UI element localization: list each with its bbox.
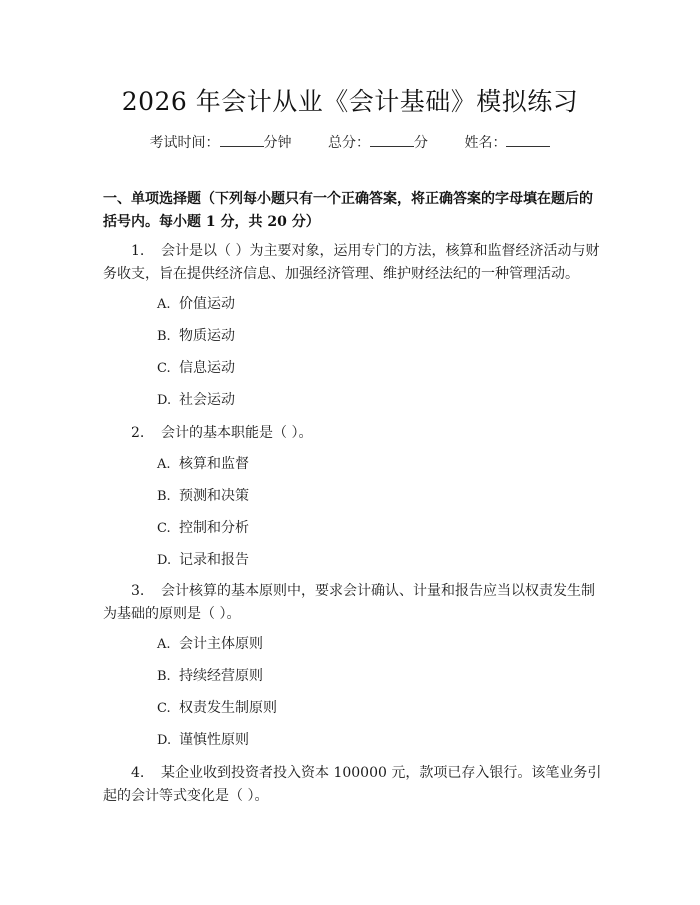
option-letter: B. — [157, 329, 171, 344]
option-letter: C. — [157, 361, 171, 376]
total-score-field — [328, 135, 432, 151]
option-text: 价值运动 — [179, 296, 235, 312]
student-name-label: 姓名： — [464, 135, 507, 151]
option-letter: C. — [157, 521, 171, 536]
document-title: 2026 年会计从业《会计基础》模拟练习 — [121, 87, 579, 116]
option-letter: D. — [157, 393, 172, 408]
question-1-option-d — [157, 390, 235, 411]
question-text: 会计核算的基本原则中，要求会计确认、计量和报告应当以权责发生制为基础的原则是（ ）。 — [103, 583, 595, 622]
question-number: 1. — [131, 243, 145, 259]
question-4 — [103, 762, 603, 808]
question-1-option-c — [157, 358, 235, 379]
exam-time-blank — [220, 134, 264, 147]
question-3-option-b — [157, 666, 263, 687]
total-score-unit: 分 — [414, 135, 428, 151]
option-letter: A. — [157, 637, 171, 652]
question-3-option-d — [157, 730, 249, 751]
exam-time-unit: 分钟 — [263, 135, 292, 151]
option-letter: C. — [157, 701, 171, 716]
question-1-option-b — [157, 326, 235, 347]
question-2-option-d — [157, 550, 249, 571]
question-3-option-c — [157, 698, 277, 719]
option-text: 社会运动 — [179, 392, 235, 408]
option-text: 记录和报告 — [179, 552, 249, 568]
exam-time-label: 考试时间： — [149, 135, 220, 151]
question-text: 会计是以（ ）为主要对象，运用专门的方法，核算和监督经济活动与财务收支，旨在提供经济信息、加强经济管理、维护财经法纪的一种管理活动。 — [103, 243, 600, 282]
option-letter: B. — [157, 669, 171, 684]
option-text: 持续经营原则 — [179, 668, 263, 684]
option-letter: A. — [157, 457, 171, 472]
question-1 — [103, 240, 603, 286]
option-text: 预测和决策 — [179, 488, 249, 504]
option-text: 信息运动 — [179, 360, 235, 376]
section-heading-single-choice: 一、单项选择题（下列每小题只有一个正确答案，将正确答案的字母填在题后的括号内。每小题 1 分，共 20 分） — [103, 191, 593, 230]
option-letter: B. — [157, 489, 171, 504]
student-name-field — [464, 135, 550, 151]
option-text: 核算和监督 — [179, 456, 249, 472]
option-text: 权责发生制原则 — [179, 700, 277, 716]
option-text: 控制和分析 — [179, 520, 249, 536]
question-number: 3. — [131, 583, 145, 599]
question-number: 2. — [131, 425, 145, 441]
question-text: 会计的基本职能是（ ）。 — [161, 425, 313, 441]
question-2-option-a — [157, 454, 249, 475]
question-3 — [103, 580, 603, 626]
option-text: 物质运动 — [179, 328, 235, 344]
question-2-option-c — [157, 518, 249, 539]
total-score-label: 总分： — [328, 135, 370, 151]
option-text: 会计主体原则 — [179, 636, 263, 652]
option-letter: D. — [157, 733, 172, 748]
exam-time-field — [150, 135, 296, 151]
question-1-option-a — [157, 294, 235, 315]
question-number: 4. — [131, 765, 145, 781]
question-3-option-a — [157, 634, 263, 655]
option-letter: A. — [157, 297, 171, 312]
question-2-option-b — [157, 486, 249, 507]
option-text: 谨慎性原则 — [179, 732, 249, 748]
option-letter: D. — [157, 553, 172, 568]
total-score-blank — [370, 134, 414, 147]
question-text: 某企业收到投资者投入资本 100000 元，款项已存入银行。该笔业务引起的会计等式变化是（ ）。 — [103, 765, 602, 804]
student-name-blank — [506, 134, 550, 147]
question-2 — [103, 422, 603, 445]
exam-meta-line — [0, 132, 700, 152]
